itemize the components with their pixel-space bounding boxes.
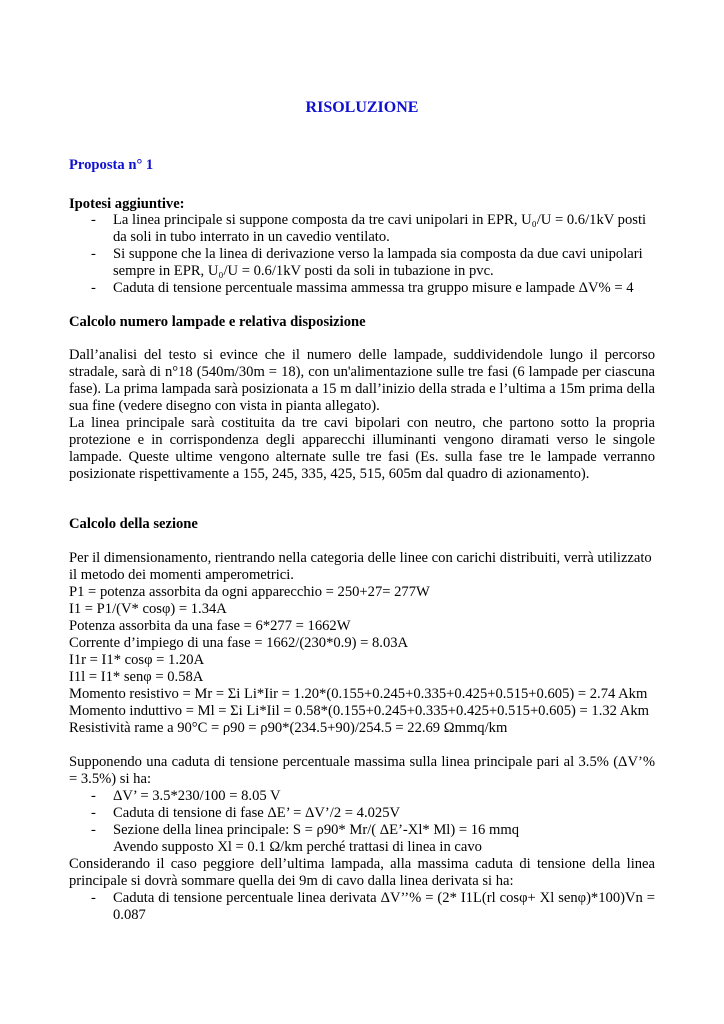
formula-phase-power: Potenza assorbita da una fase = 6*277 = 1662W — [69, 618, 351, 634]
sezione-heading: Calcolo della sezione — [69, 516, 198, 532]
formula-inductive-moment: Momento induttivo = Ml = Σi Li*Iil = 0.58*(0.155+0.245+0.335+0.425+0.515+0.605) = 1.32 Akm — [69, 703, 649, 719]
sezione-paragraph-3-line-2: principale si dovrà sommare quella dei 9m di cavo dalla linea derivata si ha: — [69, 873, 514, 889]
lampade-paragraph-2-line-3: lampade. Queste ultime vengono alternate sulle tre fasi (Es. sulla fase tre le lampade verranno — [69, 449, 655, 465]
page-title: RISOLUZIONE — [305, 99, 419, 116]
formula-power-per-lamp: P1 = potenza assorbita da ogni apparecchio = 250+27= 277W — [69, 584, 430, 600]
sezione-paragraph-2-line-1: Supponendo una caduta di tensione percentuale massima sulla linea principale pari al 3.5% (ΔV’% — [69, 754, 655, 770]
formula-phase-voltage-drop: Caduta di tensione di fase ΔE’ = ΔV’/2 = 4.025V — [113, 805, 401, 821]
sezione-paragraph-3-line-1: Considerando il caso peggiore dell’ultima lampada, alla massima caduta di tensione della linea — [69, 856, 655, 872]
formula-resistive-moment: Momento resistivo = Mr = Σi Li*Iir = 1.20*(0.155+0.245+0.335+0.425+0.515+0.605) = 2.74 Akm — [69, 686, 648, 702]
bullet-dash: - — [91, 822, 96, 838]
formula-resistivity: Resistività rame a 90°C = ρ90 = ρ90*(234.5+90)/254.5 = 22.69 Ωmmq/km — [69, 720, 508, 736]
bullet-dash: - — [91, 212, 96, 228]
ipotesi-bullet-2-line-2: sempre in EPR, U₀/U = 0.6/1kV posti da soli in tubazione in pvc. — [113, 263, 494, 279]
ipotesi-bullet-1-line-2: da soli in tubo interrato in un cavedio ventilato. — [113, 229, 390, 245]
ipotesi-bullet-3: Caduta di tensione percentuale massima ammessa tra gruppo misure e lampade ΔV% = 4 — [113, 280, 634, 296]
lampade-heading: Calcolo numero lampade e relativa disposizione — [69, 314, 366, 330]
formula-derived-drop-line-1: Caduta di tensione percentuale linea derivata ΔV’’% = (2* I1L(rl cosφ+ Xl senφ)*100)Vn = — [113, 890, 655, 906]
reactance-note: Avendo supposto Xl = 0.1 Ω/km perché trattasi di linea in cavo — [113, 839, 482, 855]
bullet-dash: - — [91, 246, 96, 262]
lampade-paragraph-2-line-4: posizionate rispettivamente a 155, 245, 335, 425, 515, 605m dal quadro di azionamento). — [69, 466, 590, 482]
lampade-paragraph-1-line-1: Dall’analisi del testo si evince che il numero delle lampade, suddividendole lungo il percorso — [69, 347, 655, 363]
formula-phase-current: Corrente d’impiego di una fase = 1662/(230*0.9) = 8.03A — [69, 635, 409, 651]
proposta-heading: Proposta n° 1 — [69, 157, 154, 173]
ipotesi-bullet-2-line-1: Si suppone che la linea di derivazione verso la lampada sia composta da due cavi unipolari — [113, 246, 643, 262]
lampade-paragraph-1-line-2: stradale, sarà di n°18 (540m/30m = 18), con un'alimentazione sulle tre fasi (6 lampade per ciascuna — [69, 364, 655, 380]
ipotesi-heading: Ipotesi aggiuntive: — [69, 196, 185, 212]
formula-current-per-lamp: I1 = P1/(V* cosφ) = 1.34A — [69, 601, 227, 617]
formula-section: Sezione della linea principale: S = ρ90* Mr/( ΔE’-Xl* Ml) = 16 mmq — [113, 822, 519, 838]
formula-inductive-current: I1l = I1* senφ = 0.58A — [69, 669, 204, 685]
lampade-paragraph-1-line-3: fase). La prima lampada sarà posizionata a 15 m dall’inizio della strada e l’ultima a 15m prima della — [69, 381, 655, 397]
sezione-paragraph-1-line-1: Per il dimensionamento, rientrando nella categoria delle linee con carichi distribuiti, verrà utilizzato — [69, 550, 652, 566]
lampade-paragraph-2-line-2: protezione e in corrispondenza degli apparecchi illuminanti vengono diramati verso le singole — [69, 432, 655, 448]
sezione-paragraph-1-line-2: il metodo dei momenti amperometrici. — [69, 567, 294, 583]
ipotesi-bullet-1-line-1: La linea principale si suppone composta da tre cavi unipolari in EPR, U₀/U = 0.6/1kV posti — [113, 212, 647, 228]
bullet-dash: - — [91, 890, 96, 906]
lampade-paragraph-1-line-4: sua fine (vedere disegno con vista in pianta allegato). — [69, 398, 380, 414]
formula-voltage-drop: ΔV’ = 3.5*230/100 = 8.05 V — [113, 788, 281, 804]
bullet-dash: - — [91, 280, 96, 296]
bullet-dash: - — [91, 788, 96, 804]
formula-resistive-current: I1r = I1* cosφ = 1.20A — [69, 652, 205, 668]
sezione-paragraph-2-line-2: = 3.5%) si ha: — [69, 771, 151, 787]
formula-derived-drop-line-2: 0.087 — [113, 907, 146, 923]
lampade-paragraph-2-line-1: La linea principale sarà costituita da tre cavi bipolari con neutro, che partono sotto la propria — [69, 415, 655, 431]
bullet-dash: - — [91, 805, 96, 821]
